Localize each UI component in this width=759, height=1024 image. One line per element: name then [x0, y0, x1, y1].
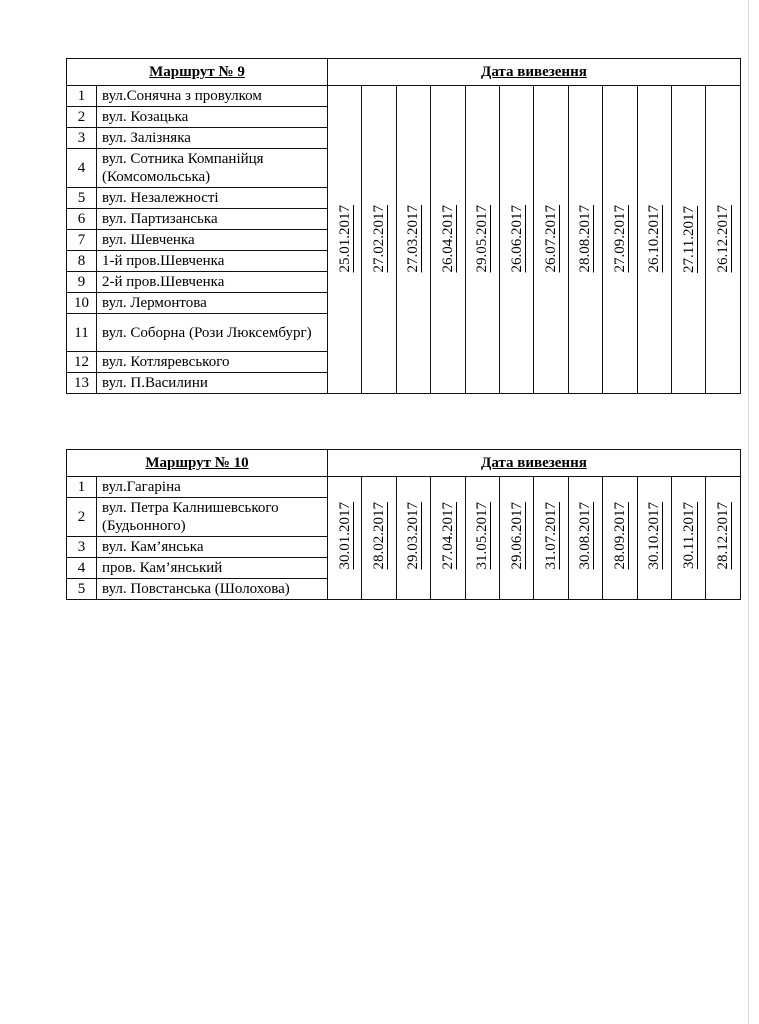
- date-cell: [568, 86, 602, 394]
- row-number: 5: [67, 579, 97, 600]
- pickup-date: 30.10.2017: [646, 501, 663, 570]
- pickup-date: 31.05.2017: [474, 501, 491, 570]
- street-name: вул. Партизанська: [97, 209, 328, 230]
- date-cell: [706, 86, 741, 394]
- date-cell: [362, 477, 396, 600]
- street-name: 2-й пров.Шевченка: [97, 272, 328, 293]
- row-number: 2: [67, 107, 97, 128]
- pickup-date: 28.09.2017: [611, 501, 628, 570]
- date-cell: [671, 477, 705, 600]
- pickup-date: 26.06.2017: [508, 205, 525, 273]
- date-cell: [362, 86, 396, 394]
- date-cell: [465, 86, 499, 394]
- row-number: 3: [67, 537, 97, 558]
- date-cell: [534, 477, 568, 600]
- table-row: [67, 477, 741, 498]
- table-row: [67, 86, 741, 107]
- pickup-date: 26.07.2017: [543, 205, 560, 273]
- row-number: 5: [67, 188, 97, 209]
- pickup-date: 26.12.2017: [715, 205, 732, 273]
- row-number: 9: [67, 272, 97, 293]
- pickup-date: 28.08.2017: [577, 205, 594, 273]
- pickup-date: 29.03.2017: [405, 501, 422, 570]
- row-number: 8: [67, 251, 97, 272]
- row-number: 12: [67, 352, 97, 373]
- row-number: 13: [67, 373, 97, 394]
- pickup-date: 26.04.2017: [439, 205, 456, 273]
- row-number: 6: [67, 209, 97, 230]
- street-name: 1-й пров.Шевченка: [97, 251, 328, 272]
- street-name: пров. Кам’янський: [97, 558, 328, 579]
- pickup-date: 30.08.2017: [577, 501, 594, 570]
- pickup-date: 30.01.2017: [336, 501, 353, 570]
- row-number: 4: [67, 149, 97, 188]
- pickup-date: 28.02.2017: [371, 501, 388, 570]
- row-number: 10: [67, 293, 97, 314]
- street-name: вул. Козацька: [97, 107, 328, 128]
- pickup-date: 30.11.2017: [680, 502, 697, 569]
- row-number: 11: [67, 314, 97, 352]
- date-cell: [328, 86, 362, 394]
- street-name: вул. Петра Калнишевського (Будьонного): [97, 498, 328, 537]
- street-name: вул. Кам’янська: [97, 537, 328, 558]
- date-cell: [671, 86, 705, 394]
- date-cell: [396, 86, 430, 394]
- date-cell: [568, 477, 602, 600]
- street-name: вул. Залізняка: [97, 128, 328, 149]
- row-number: 1: [67, 86, 97, 107]
- pickup-date: 28.12.2017: [715, 501, 732, 570]
- row-number: 3: [67, 128, 97, 149]
- date-cell: [499, 477, 533, 600]
- pickup-date: 27.04.2017: [439, 501, 456, 570]
- pickup-date: 25.01.2017: [336, 205, 353, 273]
- street-name: вул. П.Василини: [97, 373, 328, 394]
- date-cell: [706, 477, 741, 600]
- street-name: вул. Котляревського: [97, 352, 328, 373]
- date-header: Дата вивезення: [328, 59, 741, 86]
- date-cell: [431, 86, 465, 394]
- header-row: [67, 59, 741, 86]
- header-row: [67, 450, 741, 477]
- pickup-date: 27.02.2017: [371, 205, 388, 273]
- street-name: вул. Сотника Компанійця (Комсомольська): [97, 149, 328, 188]
- street-name: вул. Лермонтова: [97, 293, 328, 314]
- pickup-date: 29.06.2017: [508, 501, 525, 570]
- street-name: вул.Сонячна з провулком: [97, 86, 328, 107]
- row-number: 4: [67, 558, 97, 579]
- street-name: вул.Гагаріна: [97, 477, 328, 498]
- date-cell: [603, 477, 637, 600]
- route-title: Маршрут № 9: [67, 59, 328, 86]
- pickup-date: 29.05.2017: [474, 205, 491, 273]
- date-cell: [603, 86, 637, 394]
- date-cell: [396, 477, 430, 600]
- date-cell: [328, 477, 362, 600]
- route-title: Маршрут № 10: [67, 450, 328, 477]
- date-cell: [637, 86, 671, 394]
- row-number: 1: [67, 477, 97, 498]
- page-edge: [748, 0, 749, 1024]
- route-9-table: [66, 58, 741, 394]
- date-cell: [465, 477, 499, 600]
- pickup-date: 26.10.2017: [646, 205, 663, 273]
- street-name: вул. Соборна (Рози Люксембург): [97, 314, 328, 352]
- street-name: вул. Повстанська (Шолохова): [97, 579, 328, 600]
- date-cell: [431, 477, 465, 600]
- date-cell: [499, 86, 533, 394]
- pickup-date: 27.03.2017: [405, 205, 422, 273]
- date-header: Дата вивезення: [328, 450, 741, 477]
- street-name: вул. Незалежності: [97, 188, 328, 209]
- street-name: вул. Шевченка: [97, 230, 328, 251]
- row-number: 7: [67, 230, 97, 251]
- date-cell: [534, 86, 568, 394]
- pickup-date: 27.11.2017: [680, 205, 697, 273]
- row-number: 2: [67, 498, 97, 537]
- pickup-date: 31.07.2017: [543, 501, 560, 570]
- pickup-date: 27.09.2017: [611, 205, 628, 273]
- date-cell: [637, 477, 671, 600]
- route-10-table: [66, 449, 741, 600]
